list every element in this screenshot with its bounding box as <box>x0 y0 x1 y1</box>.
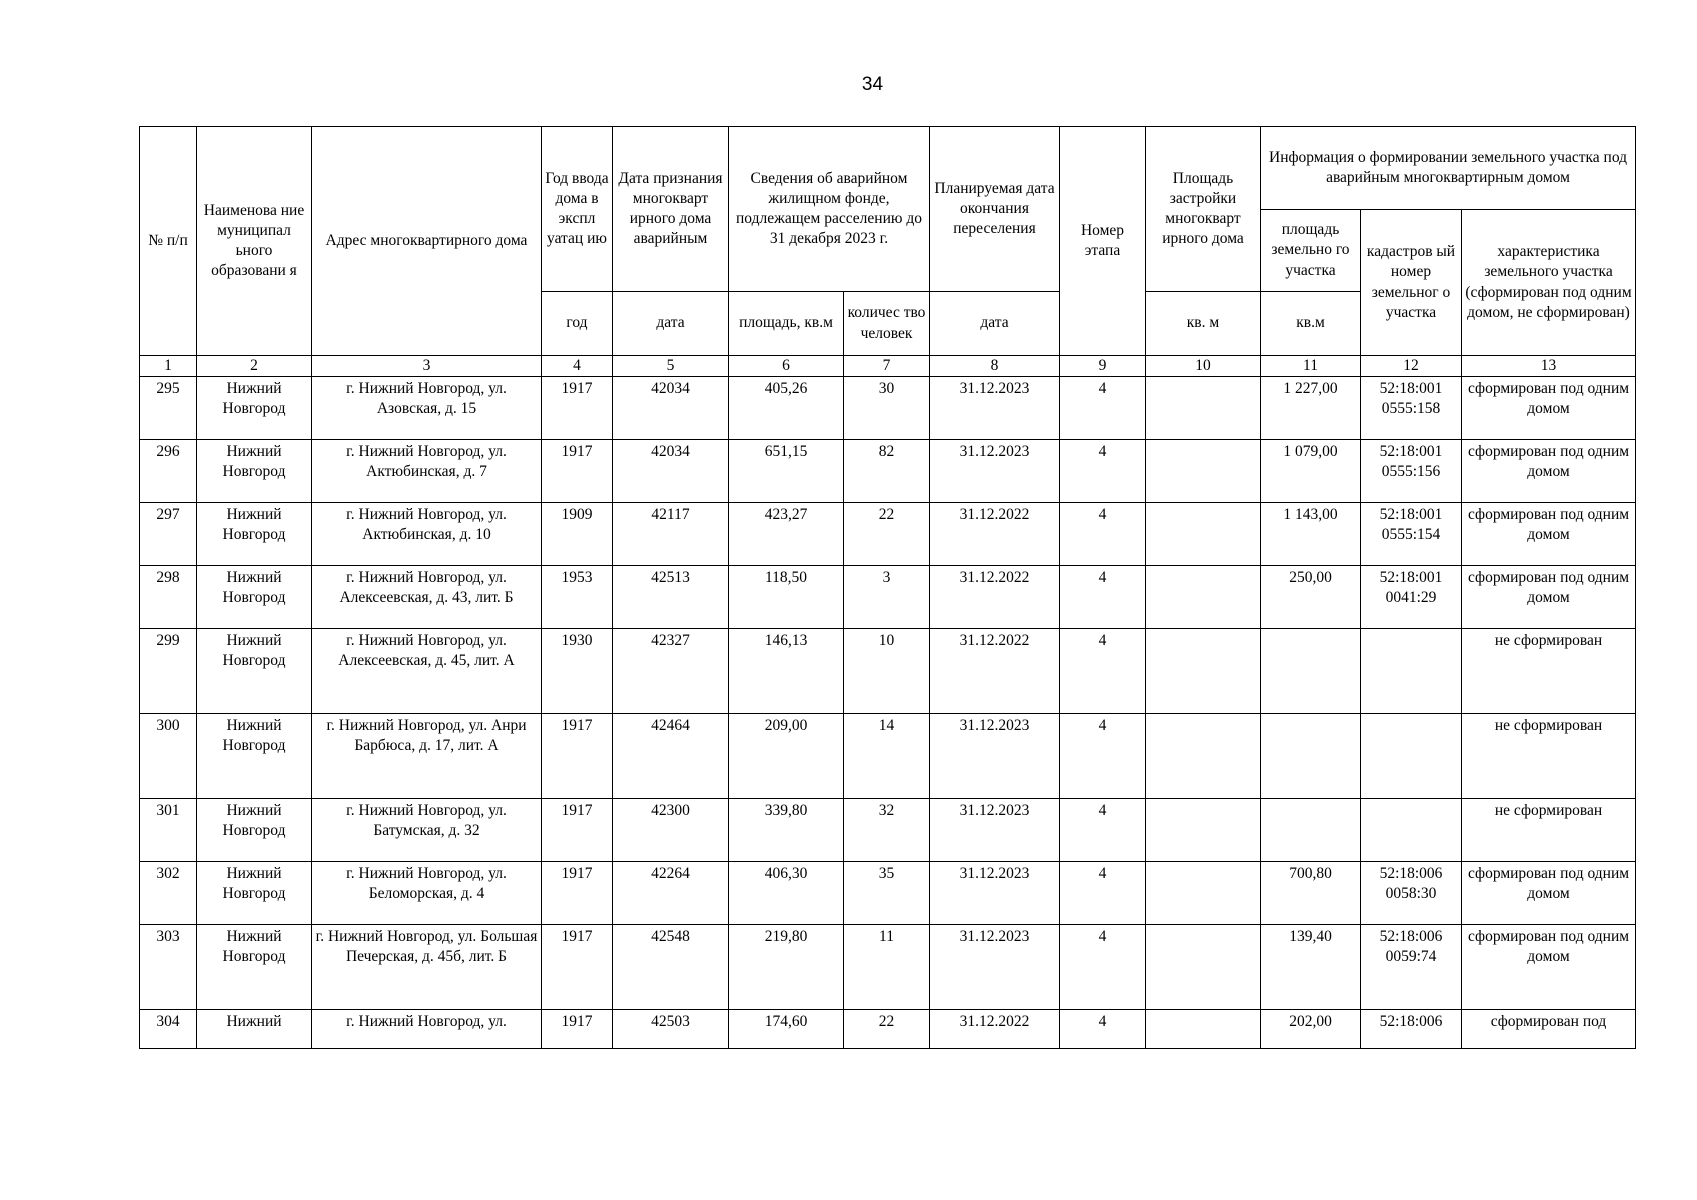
cell-address: г. Нижний Новгород, ул. Большая Печерская, д. 45б, лит. Б <box>312 925 542 1010</box>
cell-building-area <box>1146 377 1261 440</box>
cell-land-area: 139,40 <box>1261 925 1361 1010</box>
cell-stage: 4 <box>1060 629 1146 714</box>
cell-municipality: Нижний Новгород <box>197 629 312 714</box>
column-number: 5 <box>613 356 729 377</box>
header-cadastral-number: кадастров ый номер земельног о участка <box>1361 210 1462 356</box>
header-resettlement-fund: Сведения об аварийном жилищном фонде, подлежащем расселению до 31 декабря 2023 г. <box>729 127 930 292</box>
cell-land-area: 1 079,00 <box>1261 440 1361 503</box>
cell-year: 1917 <box>542 377 613 440</box>
cell-cadastral: 52:18:006 0059:74 <box>1361 925 1462 1010</box>
cell-area: 118,50 <box>729 566 844 629</box>
cell-year: 1909 <box>542 503 613 566</box>
cell-building-area <box>1146 1010 1261 1049</box>
table-row <box>140 629 1636 714</box>
cell-year: 1930 <box>542 629 613 714</box>
cell-people: 22 <box>844 1010 930 1049</box>
page-number: 34 <box>861 74 884 95</box>
cell-number: 301 <box>140 799 197 862</box>
cell-characteristic: сформирован под одним домом <box>1462 503 1636 566</box>
cell-area: 209,00 <box>729 714 844 799</box>
cell-planned-date: 31.12.2023 <box>930 925 1060 1010</box>
cell-number: 300 <box>140 714 197 799</box>
unit-planned-date: дата <box>930 292 1060 356</box>
cell-recognition-date: 42117 <box>613 503 729 566</box>
cell-characteristic: сформирован под одним домом <box>1462 925 1636 1010</box>
cell-recognition-date: 42464 <box>613 714 729 799</box>
unit-land-sqm: кв.м <box>1261 292 1361 356</box>
cell-land-area: 1 143,00 <box>1261 503 1361 566</box>
header-municipality: Наименова ние муниципал ьного образовани я <box>197 127 312 356</box>
cell-address: г. Нижний Новгород, ул. Актюбинская, д. 7 <box>312 440 542 503</box>
cell-address: г. Нижний Новгород, ул. <box>312 1010 542 1049</box>
cell-cadastral: 52:18:001 0555:156 <box>1361 440 1462 503</box>
cell-municipality: Нижний Новгород <box>197 925 312 1010</box>
cell-number: 304 <box>140 1010 197 1049</box>
cell-year: 1953 <box>542 566 613 629</box>
cell-municipality: Нижний <box>197 1010 312 1049</box>
cell-building-area <box>1146 629 1261 714</box>
column-number: 7 <box>844 356 930 377</box>
header-land-characteristic: характеристика земельного участка (сформирован под одним домом, не сформирован) <box>1462 210 1636 356</box>
cell-cadastral: 52:18:001 0041:29 <box>1361 566 1462 629</box>
table-row <box>140 714 1636 799</box>
column-number: 3 <box>312 356 542 377</box>
cell-stage: 4 <box>1060 925 1146 1010</box>
cell-characteristic: сформирован под одним домом <box>1462 440 1636 503</box>
cell-building-area <box>1146 503 1261 566</box>
table-row <box>140 503 1636 566</box>
cell-year: 1917 <box>542 925 613 1010</box>
cell-number: 302 <box>140 862 197 925</box>
table-row <box>140 925 1636 1010</box>
cell-area: 423,27 <box>729 503 844 566</box>
cell-year: 1917 <box>542 440 613 503</box>
cell-people: 82 <box>844 440 930 503</box>
column-number: 4 <box>542 356 613 377</box>
cell-people: 35 <box>844 862 930 925</box>
cell-stage: 4 <box>1060 862 1146 925</box>
cell-recognition-date: 42503 <box>613 1010 729 1049</box>
cell-year: 1917 <box>542 714 613 799</box>
cell-planned-date: 31.12.2023 <box>930 377 1060 440</box>
cell-address: г. Нижний Новгород, ул. Актюбинская, д. 10 <box>312 503 542 566</box>
cell-cadastral: 52:18:001 0555:158 <box>1361 377 1462 440</box>
cell-characteristic: сформирован под одним домом <box>1462 377 1636 440</box>
cell-address: г. Нижний Новгород, ул. Алексеевская, д. 43, лит. Б <box>312 566 542 629</box>
cell-building-area <box>1146 440 1261 503</box>
cell-planned-date: 31.12.2023 <box>930 799 1060 862</box>
cell-municipality: Нижний Новгород <box>197 503 312 566</box>
column-number: 2 <box>197 356 312 377</box>
cell-land-area: 1 227,00 <box>1261 377 1361 440</box>
cell-people: 14 <box>844 714 930 799</box>
cell-address: г. Нижний Новгород, ул. Анри Барбюса, д. 17, лит. А <box>312 714 542 799</box>
unit-area-sqm: площадь, кв.м <box>729 292 844 356</box>
cell-people: 22 <box>844 503 930 566</box>
cell-land-area <box>1261 714 1361 799</box>
cell-cadastral <box>1361 629 1462 714</box>
cell-land-area: 700,80 <box>1261 862 1361 925</box>
cell-planned-date: 31.12.2022 <box>930 1010 1060 1049</box>
cell-municipality: Нижний Новгород <box>197 440 312 503</box>
column-number: 8 <box>930 356 1060 377</box>
cell-number: 295 <box>140 377 197 440</box>
header-row-number: № п/п <box>140 127 197 356</box>
cell-recognition-date: 42513 <box>613 566 729 629</box>
cell-recognition-date: 42327 <box>613 629 729 714</box>
table-row <box>140 799 1636 862</box>
cell-land-area: 202,00 <box>1261 1010 1361 1049</box>
cell-number: 296 <box>140 440 197 503</box>
cell-area: 405,26 <box>729 377 844 440</box>
table-row <box>140 440 1636 503</box>
column-number: 1 <box>140 356 197 377</box>
column-number: 13 <box>1462 356 1636 377</box>
cell-planned-date: 31.12.2023 <box>930 714 1060 799</box>
cell-building-area <box>1146 566 1261 629</box>
cell-recognition-date: 42034 <box>613 440 729 503</box>
cell-recognition-date: 42264 <box>613 862 729 925</box>
cell-planned-date: 31.12.2022 <box>930 629 1060 714</box>
cell-area: 406,30 <box>729 862 844 925</box>
cell-stage: 4 <box>1060 440 1146 503</box>
cell-cadastral <box>1361 714 1462 799</box>
cell-number: 298 <box>140 566 197 629</box>
cell-people: 11 <box>844 925 930 1010</box>
cell-stage: 4 <box>1060 566 1146 629</box>
cell-people: 30 <box>844 377 930 440</box>
cell-cadastral: 52:18:001 0555:154 <box>1361 503 1462 566</box>
cell-area: 174,60 <box>729 1010 844 1049</box>
header-building-area: Площадь застройки многокварт ирного дома <box>1146 127 1261 292</box>
column-number: 12 <box>1361 356 1462 377</box>
unit-people-count: количес тво человек <box>844 292 930 356</box>
header-planned-date: Планируемая дата окончания переселения <box>930 127 1060 292</box>
header-commission-year: Год ввода дома в экспл уатац ию <box>542 127 613 292</box>
cell-people: 32 <box>844 799 930 862</box>
cell-planned-date: 31.12.2023 <box>930 862 1060 925</box>
cell-characteristic: сформирован под <box>1462 1010 1636 1049</box>
cell-municipality: Нижний Новгород <box>197 566 312 629</box>
cell-characteristic: не сформирован <box>1462 799 1636 862</box>
table-row <box>140 862 1636 925</box>
cell-year: 1917 <box>542 862 613 925</box>
cell-address: г. Нижний Новгород, ул. Беломорская, д. 4 <box>312 862 542 925</box>
column-number: 11 <box>1261 356 1361 377</box>
cell-building-area <box>1146 799 1261 862</box>
cell-building-area <box>1146 714 1261 799</box>
cell-stage: 4 <box>1060 714 1146 799</box>
cell-stage: 4 <box>1060 1010 1146 1049</box>
cell-stage: 4 <box>1060 503 1146 566</box>
cell-number: 303 <box>140 925 197 1010</box>
cell-characteristic: сформирован под одним домом <box>1462 862 1636 925</box>
cell-characteristic: сформирован под одним домом <box>1462 566 1636 629</box>
cell-address: г. Нижний Новгород, ул. Азовская, д. 15 <box>312 377 542 440</box>
cell-planned-date: 31.12.2022 <box>930 566 1060 629</box>
cell-planned-date: 31.12.2022 <box>930 503 1060 566</box>
header-recognition-date: Дата признания многокварт ирного дома аварийным <box>613 127 729 292</box>
cell-recognition-date: 42300 <box>613 799 729 862</box>
cell-area: 146,13 <box>729 629 844 714</box>
unit-year: год <box>542 292 613 356</box>
cell-cadastral <box>1361 799 1462 862</box>
emergency-housing-table <box>139 126 1636 1049</box>
cell-land-area <box>1261 629 1361 714</box>
cell-area: 219,80 <box>729 925 844 1010</box>
cell-year: 1917 <box>542 1010 613 1049</box>
header-stage-number: Номер этапа <box>1060 127 1146 356</box>
column-number: 10 <box>1146 356 1261 377</box>
table-row <box>140 377 1636 440</box>
cell-number: 299 <box>140 629 197 714</box>
header-land-plot-info: Информация о формировании земельного участка под аварийным многоквартирным домом <box>1261 127 1636 210</box>
cell-people: 10 <box>844 629 930 714</box>
cell-area: 651,15 <box>729 440 844 503</box>
cell-building-area <box>1146 862 1261 925</box>
cell-number: 297 <box>140 503 197 566</box>
cell-land-area: 250,00 <box>1261 566 1361 629</box>
cell-area: 339,80 <box>729 799 844 862</box>
cell-stage: 4 <box>1060 377 1146 440</box>
cell-building-area <box>1146 925 1261 1010</box>
column-number: 6 <box>729 356 844 377</box>
cell-planned-date: 31.12.2023 <box>930 440 1060 503</box>
cell-year: 1917 <box>542 799 613 862</box>
column-number: 9 <box>1060 356 1146 377</box>
cell-cadastral: 52:18:006 <box>1361 1010 1462 1049</box>
unit-building-sqm: кв. м <box>1146 292 1261 356</box>
cell-municipality: Нижний Новгород <box>197 799 312 862</box>
cell-recognition-date: 42034 <box>613 377 729 440</box>
table-row <box>140 566 1636 629</box>
cell-address: г. Нижний Новгород, ул. Алексеевская, д. 45, лит. А <box>312 629 542 714</box>
cell-characteristic: не сформирован <box>1462 629 1636 714</box>
cell-municipality: Нижний Новгород <box>197 862 312 925</box>
cell-recognition-date: 42548 <box>613 925 729 1010</box>
cell-address: г. Нижний Новгород, ул. Батумская, д. 32 <box>312 799 542 862</box>
cell-land-area <box>1261 799 1361 862</box>
header-land-area: площадь земельно го участка <box>1261 210 1361 292</box>
cell-people: 3 <box>844 566 930 629</box>
header-address: Адрес многоквартирного дома <box>312 127 542 356</box>
cell-municipality: Нижний Новгород <box>197 714 312 799</box>
unit-date: дата <box>613 292 729 356</box>
cell-characteristic: не сформирован <box>1462 714 1636 799</box>
column-number-row <box>140 356 1636 377</box>
cell-stage: 4 <box>1060 799 1146 862</box>
table-row <box>140 1010 1636 1049</box>
cell-cadastral: 52:18:006 0058:30 <box>1361 862 1462 925</box>
cell-municipality: Нижний Новгород <box>197 377 312 440</box>
